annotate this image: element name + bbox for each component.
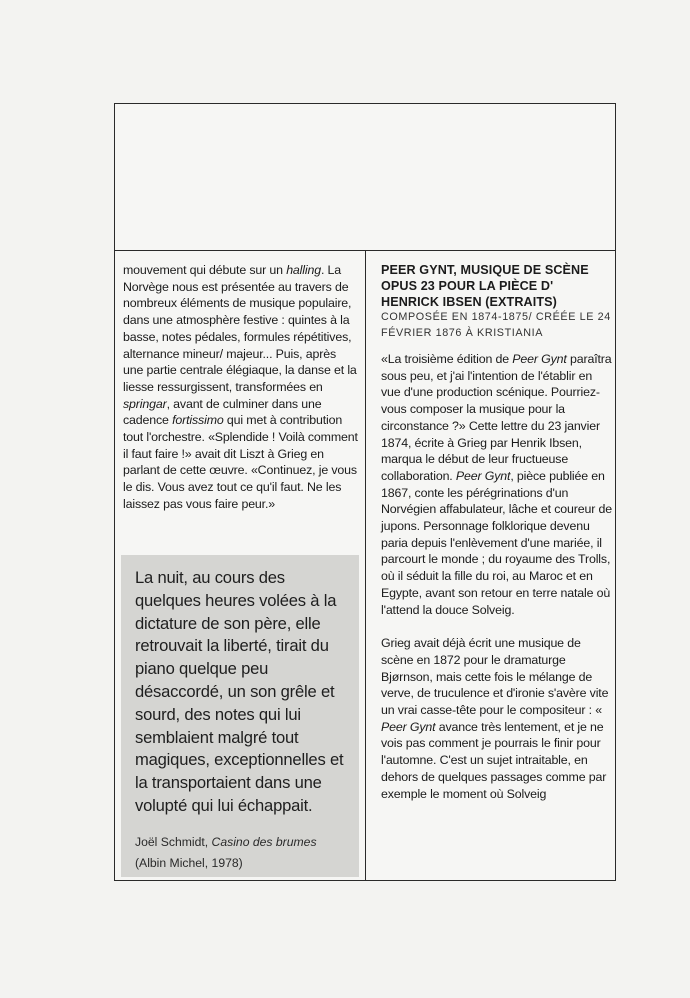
italic-run: halling — [286, 263, 321, 277]
quote-publisher: (Albin Michel, 1978) — [135, 855, 243, 870]
quote-box — [121, 555, 359, 877]
piece-title: PEER GYNT, MUSIQUE DE SCÈNE OPUS 23 POUR LA PIÈCE D' HENRICK IBSEN (EXTRAITS) — [381, 263, 589, 309]
italic-run: springar — [123, 396, 167, 411]
quote-author: Joël Schmidt, — [135, 834, 212, 849]
italic-run: Peer Gynt — [455, 468, 511, 483]
left-column — [123, 262, 359, 513]
piece-subtitle: COMPOSÉE EN 1874-1875/ CRÉÉE LE 24 FÉVRIER 1876 À KRISTIANIA — [381, 311, 611, 339]
page-frame — [114, 103, 616, 881]
right-paragraph-1: «La troisième édition de Peer Gynt paraîtra sous peu, et j'ai l'intention de l'établir en vue d'une production scénique. Pourriez-vous composer la musique pour la circonstance ?» Cette lettre du 23 janvier 1874, écrite à Grieg par Henrik Ibsen, marqua le début de leur fructueuse collaboration. Peer Gynt, pièce publiée en 1867, conte les pérégrinations d'un Norvégien affabulateur, lâche et coureur de jupons. Personnage folklorique devenu paria depuis l'enlèvement d'une mariée, il parcourt le monde ; du royaume des Trolls, où il séduit la fille du roi, au Maroc et en Egypte, avant son retour en terre natale où l'attend la douce Solveig. — [381, 352, 612, 617]
quote-source — [135, 832, 349, 874]
quote-text: La nuit, au cours des quelques heures volées à la dictature de son père, elle retrouvait la liberté, tirait du piano quelque peu désaccordé, un son grêle et sourd, des notes qui lui semblaient malgré tout magiques, exceptionnelles et la transportaient dans une volupté qui lui échappait. — [135, 568, 344, 815]
left-column-paragraph: mouvement qui débute sur un halling. La Norvège nous est présentée au travers de nombreux éléments de musique populaire, dans une atmosphère festive : quintes à la basse, notes pédales, formules répétitives, alternance mineur/ majeur... Puis, après une partie centrale élégiaque, la danse et la liesse ressurgissent, transformées en springar, avant de culminer dans une cadence fortissimo qui met à contribution tout l'orchestre. «Splendide ! Voilà comment il faut faire !» avait dit Liszt à Grieg en parlant de cette œuvre. «Continuez, je vous le dis. Vous avez tout ce qu'il faut. Ne les laissez pas vous faire peur.» — [123, 263, 358, 511]
right-paragraph-2: Grieg avait déjà écrit une musique de scène en 1872 pour le dramaturge Bjørnson, mais cette fois le mélange de verve, de truculence et d'ironie s'avère vite un vrai casse-tête pour le compositeur : « Peer Gynt avance très lentement, et je ne vois pas comment je pourrais le finir pour l'automne. C'est un sujet intraitable, en dehors de quelques passages comme par exemple le moment où Solveig — [381, 636, 609, 801]
italic-run: Peer Gynt — [381, 719, 436, 734]
right-column — [381, 262, 613, 802]
italic-run: Peer Gynt — [512, 352, 567, 366]
italic-run: fortissimo — [172, 413, 224, 428]
quote-work: Casino des brumes — [211, 834, 317, 849]
column-divider — [365, 250, 366, 880]
top-empty-box — [115, 104, 615, 251]
